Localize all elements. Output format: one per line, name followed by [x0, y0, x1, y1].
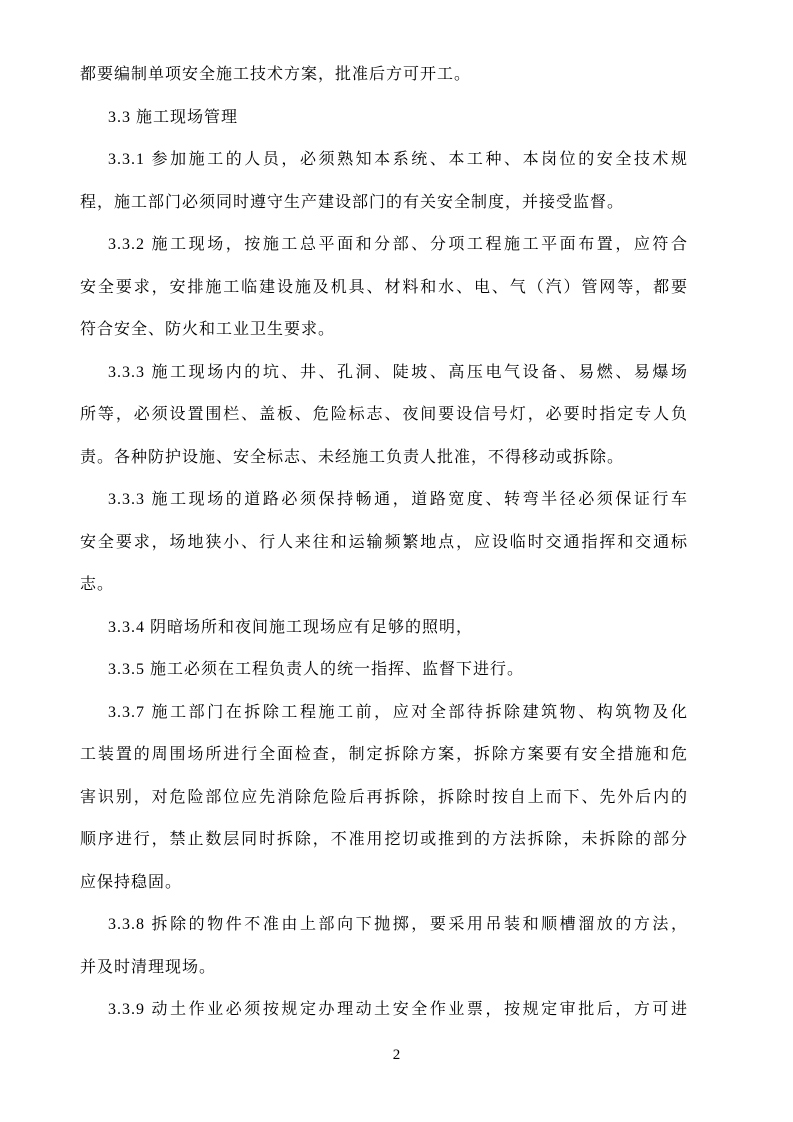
text-line: 应保持稳固。: [80, 873, 183, 891]
text-line: 3.3.3 施工现场的道路必须保持畅通，道路宽度、转弯半径必须保证行车: [108, 491, 688, 508]
text-line: 3.3 施工现场管理: [108, 108, 239, 126]
page-number: 2: [392, 1047, 401, 1063]
text-line: 3.3.3 施工现场内的坑、井、孔洞、陡坡、高压电气设备、易燃、易爆场: [108, 363, 688, 381]
page-footer: [0, 1044, 793, 1066]
text-line: 都要编制单项安全施工技术方案，批准后方可开工。: [80, 66, 472, 83]
text-line: 符合安全、防火和工业卫生要求。: [80, 321, 336, 338]
text-line: 3.3.1 参加施工的人员，必须熟知本系统、本工种、本岗位的安全技术规: [108, 151, 688, 168]
text-line: 3.3.8 拆除的物件不准由上部向下抛掷，要采用吊装和顺槽溜放的方法，: [108, 916, 688, 933]
text-line: 志。: [80, 576, 115, 593]
text-line: 3.3.9 动土作业必须按规定办理动土安全作业票，按规定审批后，方可进: [108, 1001, 688, 1018]
text-line: 程，施工部门必须同时遵守生产建设部门的有关安全制度，并接受监督。: [80, 193, 625, 211]
text-line: 所等，必须设置围栏、盖板、危险标志、夜间要设信号灯，必要时指定专人负: [80, 406, 688, 423]
text-line: 害识别，对危险部位应先消除危险后再拆除，拆除时按自上而下、先外后内的: [80, 788, 688, 806]
text-line: 3.3.5 施工必须在工程负责人的统一指挥、监督下进行。: [108, 661, 525, 678]
text-line: 3.3.2 施工现场，按施工总平面和分部、分项工程施工平面布置，应符合: [108, 236, 688, 253]
text-line: 顺序进行，禁止数层同时拆除，不准用挖切或推到的方法拆除，未拆除的部分: [80, 831, 688, 848]
text-line: 工装置的周围场所进行全面检查，制定拆除方案，拆除方案要有安全措施和危: [80, 746, 688, 763]
document-body: [80, 54, 688, 1032]
text-line: 3.3.7 施工部门在拆除工程施工前，应对全部待拆除建筑物、构筑物及化: [108, 703, 688, 721]
text-line: 3.3.4 阴暗场所和夜间施工现场应有足够的照明，: [108, 618, 474, 636]
text-line: 并及时清理现场。: [80, 958, 217, 976]
text-line: 安全要求，安排施工临建设施及机具、材料和水、电、气（汽）管网等，都要: [80, 278, 688, 296]
text-line: 责。各种防护设施、安全标志、未经施工负责人批准，不得移动或拆除。: [80, 448, 625, 466]
text-line: 安全要求，场地狭小、行人来往和运输频繁地点，应设临时交通指挥和交通标: [80, 533, 688, 551]
